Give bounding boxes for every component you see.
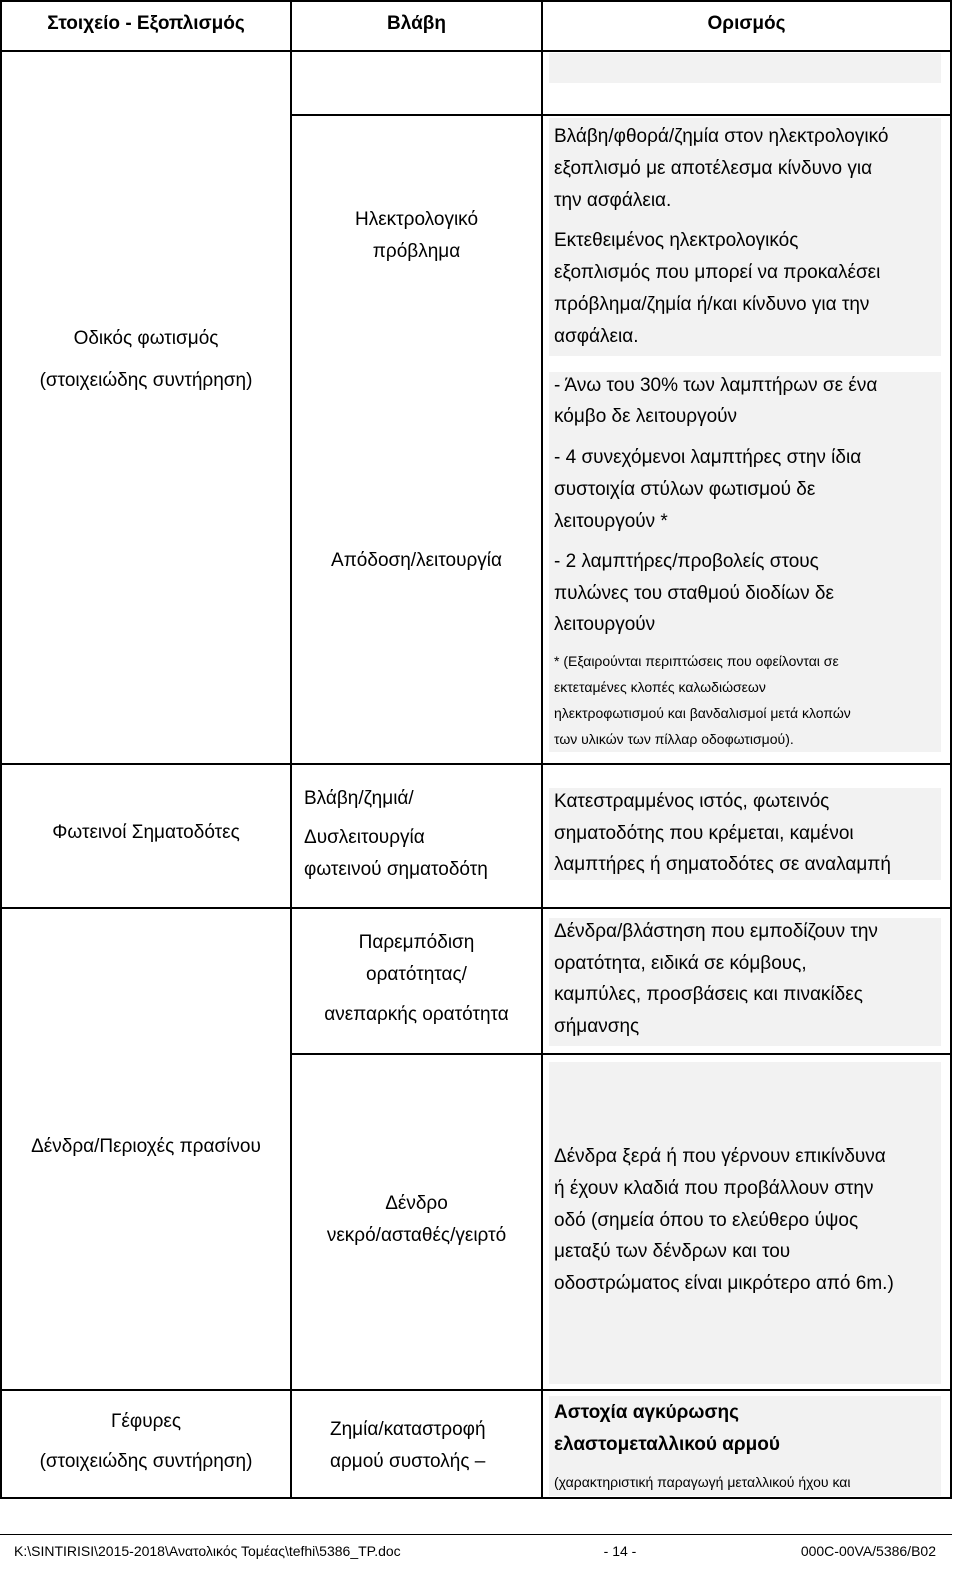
signals-element: Φωτεινοί Σηματοδότες	[52, 822, 240, 843]
electrical-def-line: ασφάλεια.	[554, 326, 639, 347]
bridges-def-small: (χαρακτηριστική παραγωγή μεταλλικού ήχου και	[554, 1474, 851, 1490]
performance-fault: Απόδοση/λειτουργία	[331, 550, 502, 571]
signals-fault-line: φωτεινού σηματοδότη	[304, 859, 488, 880]
bridges-def-bold: Αστοχία αγκύρωσης	[554, 1402, 739, 1423]
header-element: Στοιχείο - Εξοπλισμός	[47, 13, 245, 34]
performance-def-b: - 4 συνεχόμενοι λαμπτήρες στην ίδια	[554, 447, 862, 468]
header-definition: Ορισμός	[707, 13, 786, 34]
trees-fault-line: νεκρό/ασταθές/γειρτό	[326, 1225, 507, 1246]
electrical-def-line: πρόβλημα/ζημία ή/και κίνδυνο για την	[554, 294, 870, 315]
electrical-def-line: Εκτεθειμένος ηλεκτρολογικός	[554, 230, 799, 251]
performance-note: εκτεταμένες κλοπές καλωδιώσεων	[554, 679, 766, 695]
row-border-lighting-end	[0, 763, 952, 765]
visibility-def-line: ορατότητα, ειδικά σε κόμβους,	[554, 953, 807, 974]
visibility-def-line: σήμανσης	[554, 1016, 640, 1037]
bridges-def-bold: ελαστομεταλλικού αρμού	[554, 1434, 780, 1455]
header-fault: Βλάβη	[387, 13, 446, 34]
performance-def-c: - 2 λαμπτήρες/προβολείς στους	[554, 551, 819, 572]
footer-page-number: - 14 -	[603, 1543, 637, 1559]
electrical-def-line: Βλάβη/φθορά/ζημία στον ηλεκτρολογικό	[554, 126, 889, 147]
performance-def-a: - Άνω του 30% των λαμπτήρων σε ένα	[554, 375, 878, 396]
performance-def-c: πυλώνες του σταθμού διοδίων δε	[554, 583, 834, 604]
performance-note: * (Εξαιρούνται περιπτώσεις που οφείλονται σε	[554, 653, 839, 669]
shade-header-gap	[549, 53, 941, 83]
performance-def-a: κόμβο δε λειτουργούν	[554, 406, 738, 427]
row-border-visibility-end	[292, 1053, 952, 1055]
bridges-element-line2: (στοιχειώδης συντήρηση)	[39, 1451, 253, 1472]
electrical-fault-line1: Ηλεκτρολογικό	[354, 209, 479, 230]
visibility-def-line: καμπύλες, προσβάσεις και πινακίδες	[554, 984, 863, 1005]
trees-def-line: Δένδρα ξερά ή που γέρνουν επικίνδυνα	[554, 1146, 886, 1167]
visibility-fault-line: ανεπαρκής ορατότητα	[324, 1004, 509, 1025]
electrical-fault-line2: πρόβλημα	[372, 241, 461, 262]
trees-def-line: οδοστρώματος είναι μικρότερο από 6m.)	[554, 1273, 894, 1294]
electrical-def-line: την ασφάλεια.	[554, 190, 672, 211]
signals-fault-line: Βλάβη/ζημιά/	[304, 788, 414, 809]
row-border-electrical	[292, 114, 952, 116]
performance-def-c: λειτουργούν	[554, 614, 656, 635]
table-border-header	[0, 50, 952, 52]
performance-note: ηλεκτροφωτισμού και βανδαλισμοί μετά κλοπών	[554, 705, 851, 721]
footer-rule	[0, 1534, 952, 1535]
bridges-fault-line: αρμού συστολής –	[330, 1451, 486, 1472]
signals-def-line: Κατεστραμμένος ιστός, φωτεινός	[554, 791, 830, 812]
lighting-element-line1: Οδικός φωτισμός	[73, 328, 219, 349]
visibility-fault-line: ορατότητας/	[366, 964, 467, 985]
lighting-element-line2: (στοιχειώδης συντήρηση)	[39, 370, 253, 391]
row-border-trees-end	[0, 1389, 952, 1391]
performance-note: των υλικών των πίλλαρ οδοφωτισμού).	[554, 731, 794, 747]
trees-element: Δένδρα/Περιοχές πρασίνου	[31, 1136, 261, 1157]
bridges-fault-line: Ζημία/καταστροφή	[330, 1419, 486, 1440]
signals-def-line: λαμπτήρες ή σηματοδότες σε αναλαμπή	[554, 854, 891, 875]
trees-def-line: μεταξύ των δένδρων και του	[554, 1241, 791, 1262]
table-border-right	[950, 0, 952, 1499]
electrical-def-line: εξοπλισμός που μπορεί να προκαλέσει	[554, 262, 881, 283]
footer-path: K:\SINTIRISI\2015-2018\Ανατολικός Τομέας\tefhi\5386_TP.doc	[14, 1543, 401, 1559]
table-border-left	[0, 0, 2, 1499]
electrical-def-line: εξοπλισμό με αποτέλεσμα κίνδυνο για	[554, 158, 873, 179]
table-border-bottom	[0, 1497, 952, 1499]
visibility-def-line: Δένδρα/βλάστηση που εμποδίζουν την	[554, 921, 878, 942]
footer-doc-code: 000C-00VA/5386/B02	[800, 1543, 936, 1559]
visibility-fault-line: Παρεμπόδιση	[358, 932, 475, 953]
signals-def-line: σηματοδότης που κρέμεται, καμένοι	[554, 823, 854, 844]
bridges-element-line1: Γέφυρες	[110, 1411, 182, 1432]
trees-def-line: ή έχουν κλαδιά που προβάλλουν στην	[554, 1178, 874, 1199]
signals-fault-line: Δυσλειτουργία	[304, 827, 425, 848]
trees-def-line: οδό (σημεία όπου το ελεύθερο ύψος	[554, 1210, 859, 1231]
column-border-2	[541, 0, 543, 1499]
performance-def-b: λειτουργούν *	[554, 511, 668, 532]
table-border-top	[0, 0, 952, 2]
row-border-signals-end	[0, 907, 952, 909]
trees-fault-line: Δένδρο	[385, 1193, 448, 1214]
performance-def-b: συστοιχία στύλων φωτισμού δε	[554, 479, 816, 500]
